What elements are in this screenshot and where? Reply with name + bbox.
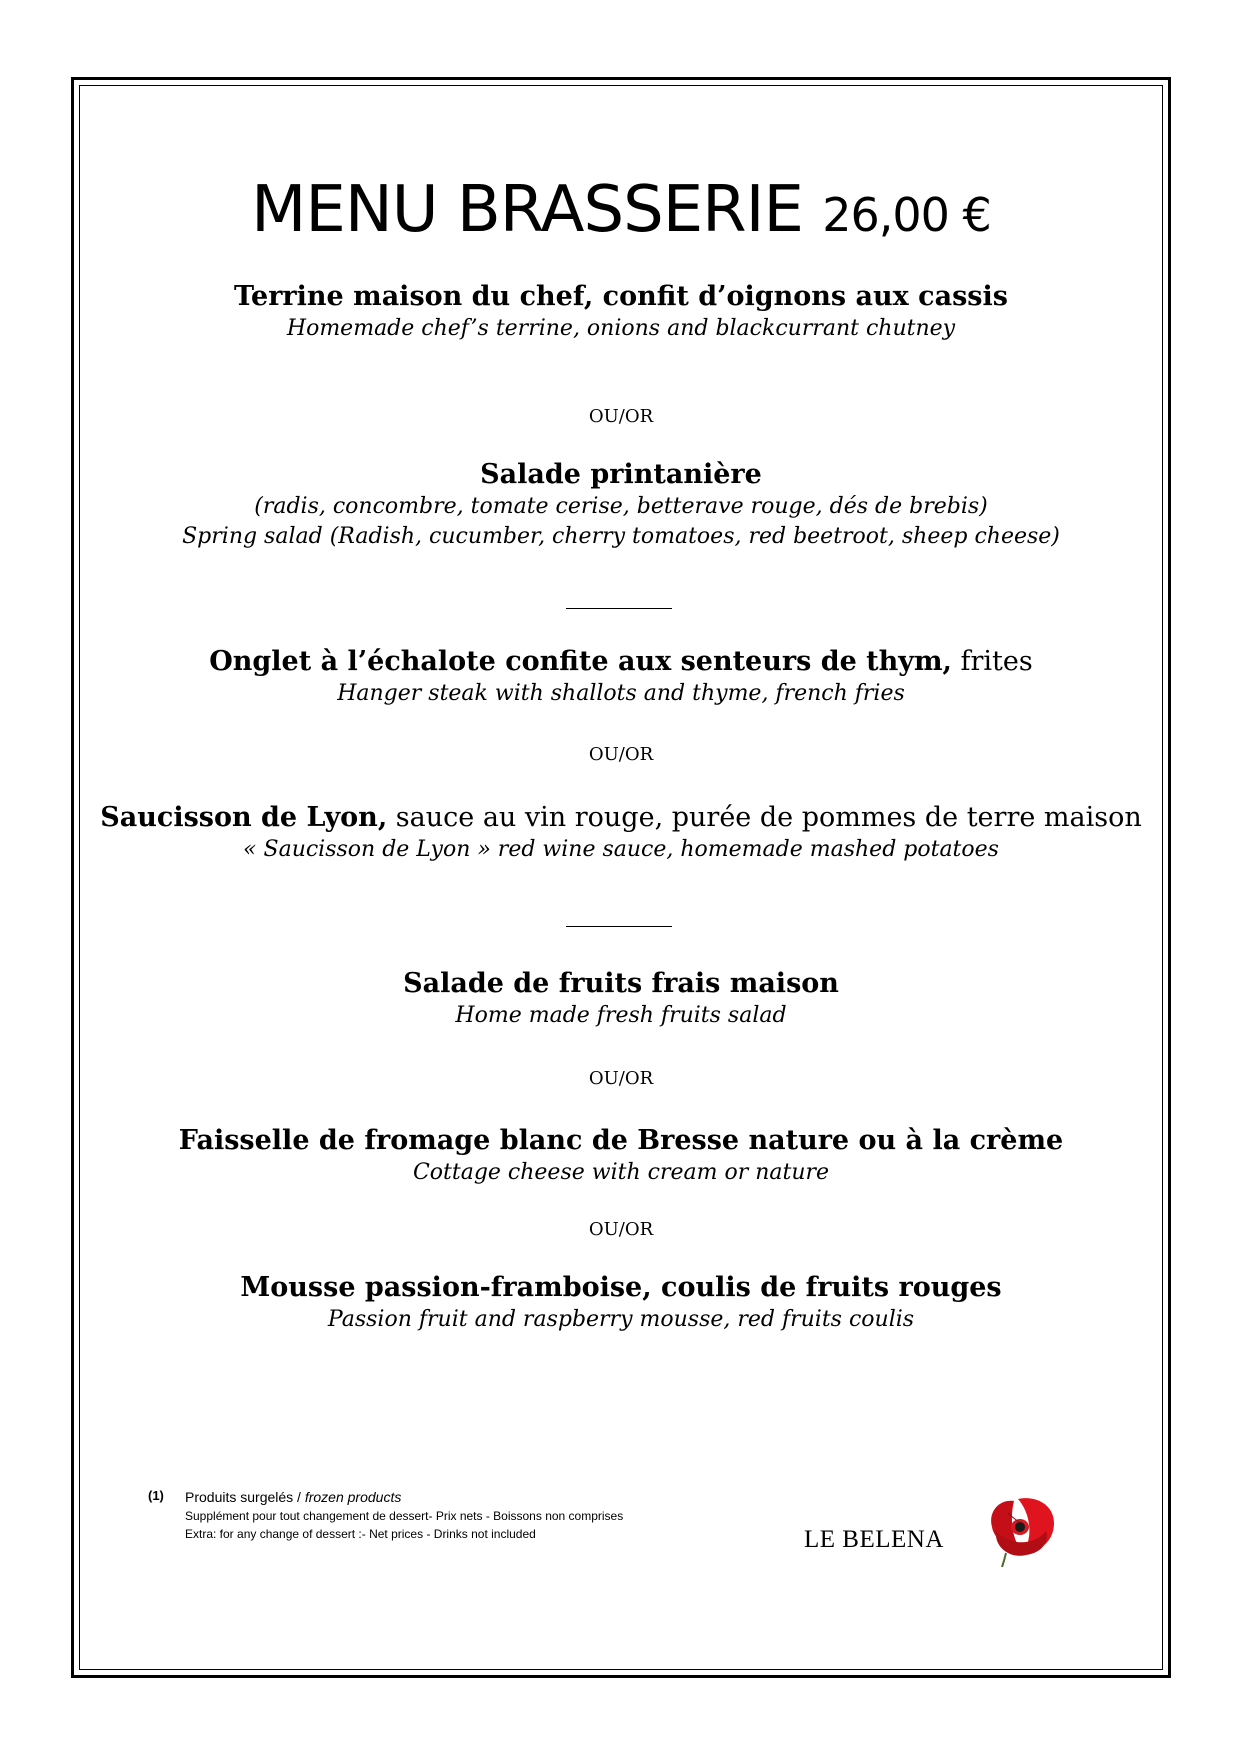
- restaurant-name: LE BELENA: [804, 1526, 944, 1553]
- dessert-item: [80, 967, 1162, 1031]
- dish-name-fr: Salade de fruits frais maison: [403, 968, 839, 999]
- dish-name-en: Homemade chef’s terrine, onions and blackcurrant chutney: [286, 316, 956, 341]
- course-divider: [566, 608, 672, 609]
- dish-name-fr: Saucisson de Lyon,: [100, 802, 388, 833]
- starter-item: [80, 280, 1162, 344]
- dish-name-en: « Saucisson de Lyon » red wine sauce, homemade mashed potatoes: [243, 837, 999, 862]
- dish-name-en: Hanger steak with shallots and thyme, french fries: [337, 681, 905, 706]
- dish-name-en: Cottage cheese with cream or nature: [412, 1160, 830, 1185]
- poppy-flower-icon: [984, 1495, 1060, 1567]
- menu-title-text: MENU BRASSERIE: [251, 173, 803, 247]
- dish-name-en: Spring salad (Radish, cucumber, cherry tomatoes, red beetroot, sheep cheese): [182, 524, 1060, 549]
- dish-name-en: Passion fruit and raspberry mousse, red fruits coulis: [327, 1307, 915, 1332]
- footnote-number: (1): [148, 1488, 164, 1503]
- menu-title: [80, 172, 1162, 253]
- starter-item: [80, 458, 1162, 552]
- dish-detail-fr: (radis, concombre, tomate cerise, betterave rouge, dés de brebis): [254, 494, 988, 519]
- or-separator: OU/OR: [588, 1219, 654, 1240]
- footnote-line2: Supplément pour tout changement de dessert- Prix nets - Boissons non comprises: [185, 1509, 624, 1523]
- dish-name-fr: Mousse passion-framboise, coulis de fruits rouges: [240, 1272, 1002, 1303]
- course-divider: [566, 926, 672, 927]
- footnote-line1-fr: Produits surgelés /: [185, 1489, 305, 1505]
- dish-name-fr: Terrine maison du chef, confit d’oignons aux cassis: [234, 281, 1008, 312]
- dish-name-fr: Onglet à l’échalote confite aux senteurs de thym,: [209, 646, 952, 677]
- menu-price: 26,00 €: [822, 188, 991, 242]
- dish-name-fr: Faisselle de fromage blanc de Bresse nature ou à la crème: [178, 1125, 1064, 1156]
- or-separator: OU/OR: [588, 744, 654, 765]
- dish-name-en: Home made fresh fruits salad: [455, 1003, 787, 1028]
- main-item: [80, 645, 1162, 709]
- main-item: [80, 801, 1162, 865]
- or-separator: OU/OR: [588, 406, 654, 427]
- footnote-line1-en: frozen products: [304, 1489, 402, 1505]
- dessert-item: [80, 1124, 1162, 1188]
- footnote-line3: Extra: for any change of dessert :- Net prices - Drinks not included: [185, 1527, 536, 1541]
- or-separator: OU/OR: [588, 1068, 654, 1089]
- dish-side-fr: sauce au vin rouge, purée de pommes de terre maison: [387, 802, 1142, 833]
- dessert-item: [80, 1271, 1162, 1335]
- dish-name-fr: Salade printanière: [480, 459, 762, 490]
- dish-side-fr: frites: [951, 646, 1033, 677]
